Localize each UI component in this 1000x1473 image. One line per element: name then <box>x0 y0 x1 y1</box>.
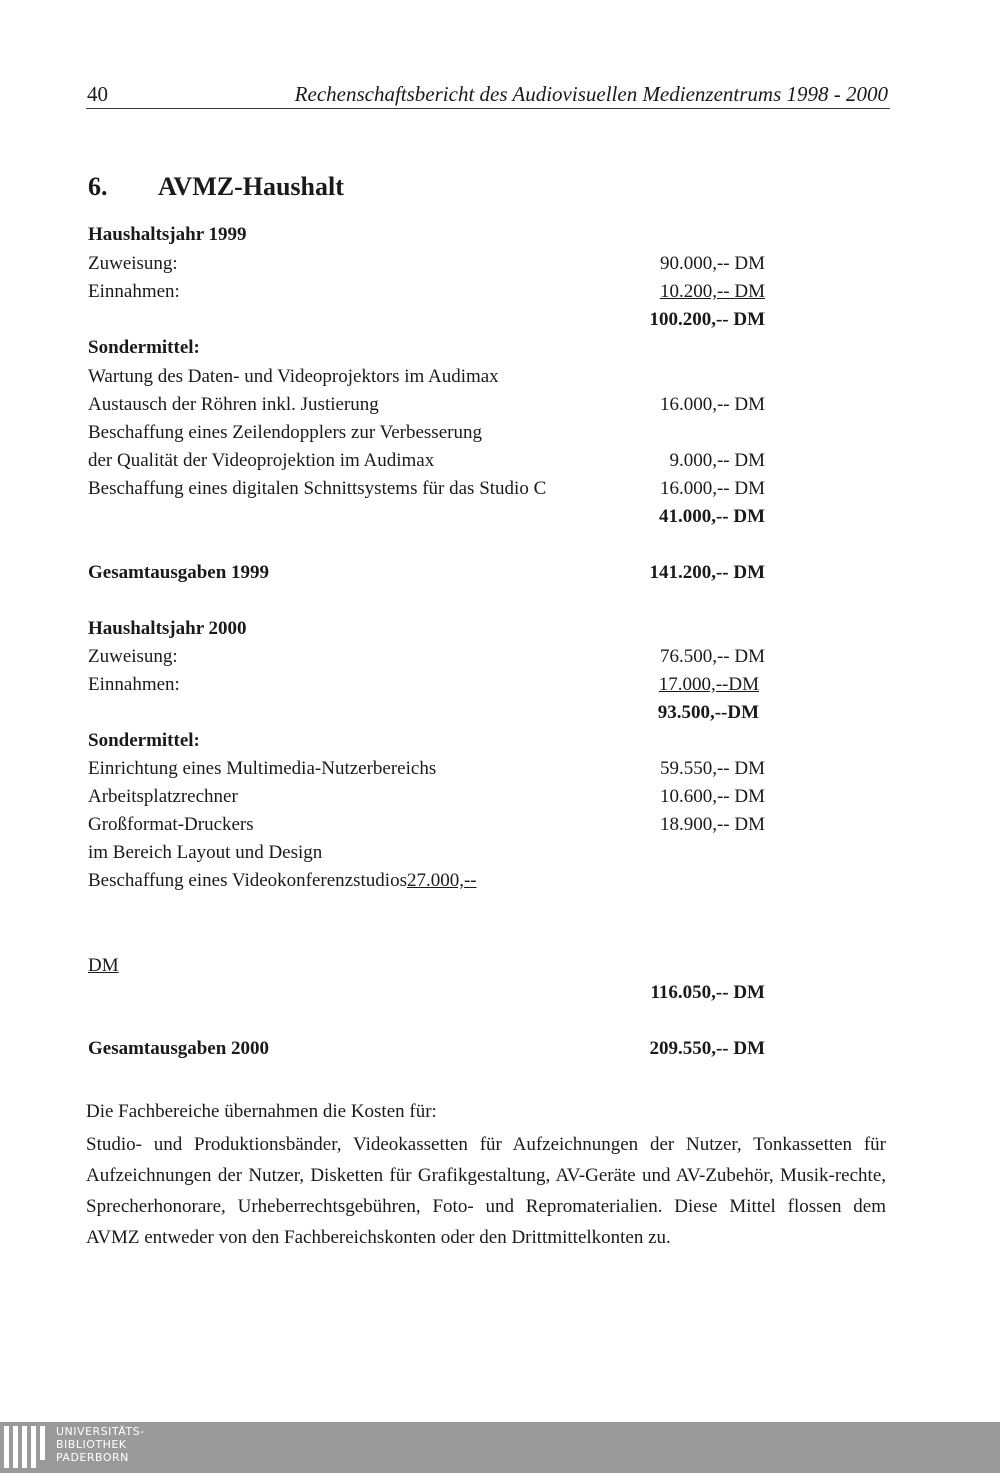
library-name-line: BIBLIOTHEK <box>56 1438 127 1451</box>
einnahmen-amount-2000: 17.000,--DM <box>658 674 759 695</box>
library-name-line: PADERBORN <box>56 1451 129 1464</box>
video-conference-amount: 27.000,-- <box>406 870 477 891</box>
page-number: 40 <box>87 82 108 106</box>
item-amount-2000: 18.900,-- DM <box>659 814 765 835</box>
item-amount-1999: 16.000,-- DM <box>659 394 765 415</box>
heading-1999: Haushaltsjahr 1999 <box>88 224 247 245</box>
zuweisung-label-2000: Zuweisung: <box>88 646 178 667</box>
item-amount-1999: 16.000,-- DM <box>659 478 765 499</box>
video-conference-line <box>88 870 477 892</box>
closing-body: Studio- und Produktionsbänder, Videokassetten für Aufzeichnungen der Nutzer, Tonkassetten für Aufzeichnungen der Nutzer, Disketten für Grafikgestaltung, AV-Geräte und AV-Zubehör, Musik-rechte, Sprecherhonorare, Urheberrechtsgebühren, Foto- und Repromaterialien. Diese Mittel flossen dem AVMZ entweder von den Fachbereichskonten oder den Drittmittelkonten zu. <box>86 1134 886 1248</box>
gesamt-amount-1999: 141.200,-- DM <box>649 562 765 583</box>
item-label-2000: Einrichtung eines Multimedia-Nutzerbereichs <box>88 758 437 779</box>
closing-intro: Die Fachbereiche übernahmen die Kosten für: <box>86 1101 437 1122</box>
subtotal-2000: 93.500,--DM <box>657 702 759 723</box>
einnahmen-label-1999: Einnahmen: <box>88 281 180 302</box>
item-label-1999: Beschaffung eines Zeilendopplers zur Verbesserung <box>88 422 482 443</box>
header-divider <box>86 108 890 109</box>
item-label-2000: Arbeitsplatzrechner <box>88 786 238 807</box>
gesamt-amount-2000: 209.550,-- DM <box>649 1038 765 1059</box>
item-amount-2000: 10.600,-- DM <box>659 786 765 807</box>
library-logo-icon <box>4 1426 48 1468</box>
video-conference-label: Beschaffung eines Videokonferenzstudios <box>88 870 407 891</box>
library-name-line: UNIVERSITÄTS- <box>56 1425 145 1438</box>
gesamt-label-2000: Gesamtausgaben 2000 <box>88 1038 270 1059</box>
zuweisung-amount-2000: 76.500,-- DM <box>659 646 765 667</box>
section-title: AVMZ-Haushalt <box>158 172 344 201</box>
subtotal-1999: 100.200,-- DM <box>649 309 765 330</box>
item-label-1999: Beschaffung eines digitalen Schnittsystems für das Studio C <box>88 478 547 499</box>
einnahmen-amount-1999: 10.200,-- DM <box>659 281 765 302</box>
section-number: 6. <box>88 172 108 201</box>
sondermittel-total-2000: 116.050,-- DM <box>650 982 765 1003</box>
orphan-unit: DM <box>88 955 119 976</box>
sondermittel-heading-2000: Sondermittel: <box>88 730 200 751</box>
item-label-1999: der Qualität der Videoprojektion im Audimax <box>88 450 435 471</box>
running-title: Rechenschaftsbericht des Audiovisuellen Medienzentrums 1998 - 2000 <box>294 82 888 106</box>
gesamt-label-1999: Gesamtausgaben 1999 <box>88 562 270 583</box>
item-label-1999: Wartung des Daten- und Videoprojektors im Audimax <box>88 366 499 387</box>
library-footer <box>0 1422 1000 1473</box>
zuweisung-amount-1999: 90.000,-- DM <box>659 253 765 274</box>
library-name <box>56 1425 145 1464</box>
zuweisung-label-1999: Zuweisung: <box>88 253 178 274</box>
item-amount-1999: 9.000,-- DM <box>669 450 765 471</box>
item-label-2000: im Bereich Layout und Design <box>88 842 323 863</box>
sondermittel-total-1999: 41.000,-- DM <box>658 506 765 527</box>
item-label-1999: Austausch der Röhren inkl. Justierung <box>88 394 379 415</box>
heading-2000: Haushaltsjahr 2000 <box>88 618 247 639</box>
sondermittel-heading-1999: Sondermittel: <box>88 337 200 358</box>
einnahmen-label-2000: Einnahmen: <box>88 674 180 695</box>
item-label-2000: Großformat-Druckers <box>88 814 254 835</box>
item-amount-2000: 59.550,-- DM <box>659 758 765 779</box>
